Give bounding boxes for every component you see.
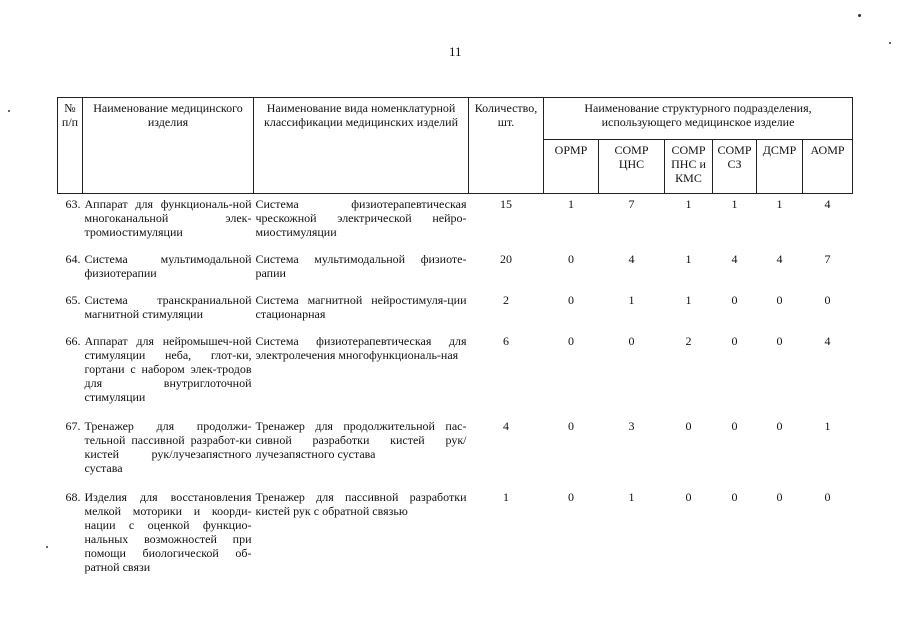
unit-value: 0	[568, 418, 574, 433]
unit-value: 0	[731, 292, 738, 307]
device-quantity: 1	[503, 489, 509, 504]
unit-value: 0	[731, 418, 738, 433]
unit-value: 1	[685, 251, 692, 266]
unit-value: 4	[776, 251, 783, 266]
unit-value: 0	[568, 251, 574, 266]
unit-value: 1	[685, 292, 692, 307]
device-name: Тренажер для продолжи-тельной пассивной разработ-ки кистей рук/лучезапястного сустава	[84, 418, 252, 475]
row-number: 66.	[65, 333, 81, 348]
device-quantity: 4	[503, 418, 509, 433]
device-name: Аппарат для функциональ-ной многоканальной элек-тромиостимуляции	[84, 197, 252, 239]
unit-value: 1	[776, 197, 783, 211]
unit-value: 3	[628, 418, 635, 433]
header-quantity: Количество, шт.	[469, 98, 544, 194]
unit-value: 2	[685, 333, 692, 348]
unit-value: 0	[568, 292, 574, 307]
row-number: 68.	[65, 489, 81, 504]
device-classification: Тренажер для пассивной разработки кистей рук с обратной связью	[255, 489, 467, 518]
device-classification: Система физиотерапевтическая для электролечения многофункциональ-ная	[255, 333, 467, 362]
unit-value: 0	[628, 333, 635, 348]
page-number: 11	[449, 44, 462, 59]
header-classification: Наименование вида номенклатурной классификации медицинских изделий	[254, 98, 469, 194]
row-number: 65.	[65, 292, 81, 307]
device-quantity: 15	[500, 197, 512, 211]
table-row	[58, 249, 853, 290]
header-num: № п/п	[58, 98, 83, 194]
scan-speck	[8, 110, 10, 112]
device-classification: Система мультимодальной физиоте-рапии	[255, 251, 467, 280]
unit-value: 1	[628, 489, 635, 504]
table-row	[58, 416, 853, 487]
header-subdivision: Наименование структурного подразделения, использующего медицинское изделие	[544, 98, 853, 140]
header-unit: ОРМР	[544, 140, 599, 194]
unit-value: 0	[824, 489, 831, 504]
header-name: Наименование медицинского изделия	[83, 98, 254, 194]
device-name: Аппарат для нейромышеч-ной стимуляции неба, глот-ки, гортани с набором элек-тродов для внутриглоточной стимуляции	[84, 333, 252, 404]
device-quantity: 20	[500, 251, 512, 266]
device-quantity: 6	[503, 333, 509, 348]
unit-value: 0	[776, 418, 783, 433]
unit-value: 0	[776, 333, 783, 348]
header-unit: АОМР	[803, 140, 853, 194]
unit-value: 0	[685, 489, 692, 504]
unit-value: 0	[685, 418, 692, 433]
unit-value: 7	[628, 197, 635, 211]
unit-value: 0	[776, 489, 783, 504]
unit-value: 0	[568, 489, 574, 504]
header-unit: ДСМР	[757, 140, 803, 194]
unit-value: 1	[731, 197, 738, 211]
row-number: 67.	[65, 418, 81, 433]
unit-value: 7	[824, 251, 831, 266]
row-number: 64.	[65, 251, 81, 266]
header-unit: СОМР СЗ	[713, 140, 757, 194]
unit-value: 0	[568, 333, 574, 348]
unit-value: 0	[731, 489, 738, 504]
device-name: Система транскраниальной магнитной стимуляции	[84, 292, 252, 321]
scan-speck	[889, 42, 891, 44]
header-unit: СОМР ЦНС	[599, 140, 665, 194]
device-classification: Тренажер для продолжительной пас-сивной разработки кистей рук/лучезапястного сустава	[255, 418, 467, 461]
table-row	[58, 290, 853, 331]
scan-speck	[858, 14, 861, 17]
device-classification: Система физиотерапевтическая чрескожной электрической нейро-миостимуляции	[255, 197, 467, 239]
unit-value: 4	[824, 197, 831, 211]
table-row	[58, 487, 853, 587]
device-name: Система мультимодальной физиотерапии	[84, 251, 252, 280]
unit-value: 0	[824, 292, 831, 307]
header-unit: СОМР ПНС и КМС	[665, 140, 713, 194]
unit-value: 1	[824, 418, 831, 433]
table-row	[58, 194, 853, 249]
unit-value: 1	[568, 197, 574, 211]
unit-value: 1	[685, 197, 692, 211]
row-number: 63.	[65, 197, 81, 211]
unit-value: 0	[776, 292, 783, 307]
equipment-table	[57, 97, 853, 587]
device-quantity: 2	[503, 292, 509, 307]
device-name: Изделия для восстановления мелкой моторики и коорди-нации с оценкой функцио-нальных возможностей при помощи биологической об-ратной связи	[84, 489, 252, 574]
scan-speck	[46, 546, 48, 548]
unit-value: 1	[628, 292, 635, 307]
device-classification: Система магнитной нейростимуля-ции стационарная	[255, 292, 467, 321]
unit-value: 4	[628, 251, 635, 266]
table-row	[58, 331, 853, 416]
unit-value: 0	[731, 333, 738, 348]
unit-value: 4	[824, 333, 831, 348]
unit-value: 4	[731, 251, 738, 266]
